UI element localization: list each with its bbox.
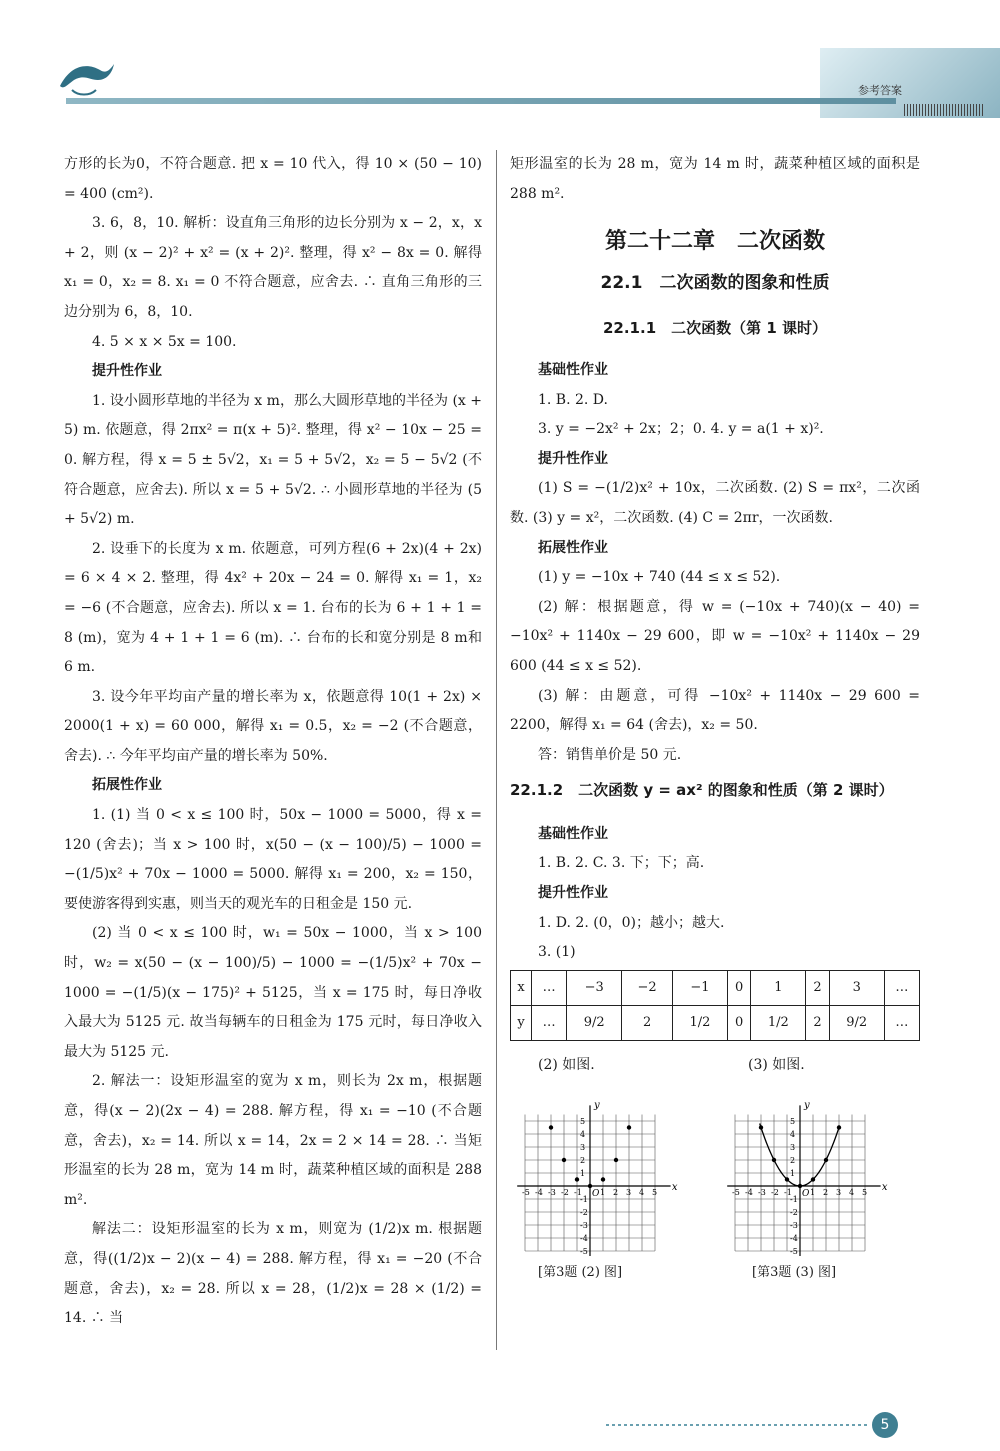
x-tick-label: 5 xyxy=(652,1188,658,1198)
x-tick-label: -5 xyxy=(522,1188,530,1198)
answer-line: 1. B. 2. C. 3. 下；下；高. xyxy=(538,855,705,872)
table-cell: … xyxy=(884,1005,919,1040)
answer-line: 3. y = −2x² + 2x；2；0. 4. y = a(1 + x)². xyxy=(538,421,824,438)
table-cell: 1/2 xyxy=(751,1005,806,1040)
section-heading: 提升性作业 xyxy=(538,450,608,467)
lesson-title: 22.1.1 二次函数（第 1 课时） xyxy=(602,319,828,338)
y-tick-label: 5 xyxy=(580,1117,586,1127)
answer-line: 3. (1) xyxy=(538,944,576,961)
paragraph: 3. 6，8，10. 解析：设直角三角形的边长分别为 x − 2，x，x + 2，则 (x − 2)² + x² = (x + 2)². 整理，得 x² − 8x = 0. 解得 x₁ = 0，x₂ = 8. x₁ = 0 不符合题意，应舍去. ∴ 直角三角形的三边分别为 6，8，10. xyxy=(64,215,482,320)
data-point xyxy=(614,1158,618,1162)
answer-line: (1) y = −10x + 740 (44 ≤ x ≤ 52). xyxy=(538,569,781,586)
x-tick-label: 4 xyxy=(639,1188,645,1198)
graph-points xyxy=(510,1086,680,1256)
lesson-title: 22.1.2 二次函数 y = ax² 的图象和性质（第 2 课时） xyxy=(510,781,894,800)
data-point xyxy=(759,1126,763,1130)
table-cell: 1 xyxy=(751,970,806,1005)
y-tick-label: -2 xyxy=(790,1208,798,1218)
header-rule xyxy=(66,98,896,104)
paragraph: 2. 解法一：设矩形温室的宽为 x m，则长为 2x m，根据题意，得(x − 2)(2x − 4) = 288. 解方程，得 x₁ = −10 (不合题意，舍去)，x₂ = 14. 所以 x = 14，2x = 2 × 14 = 28. ∴ 当矩形温室的长为 28 m，宽为 14 m 时，蔬菜种植区域的面积是 288 m². xyxy=(64,1073,482,1208)
y-tick-label: -3 xyxy=(790,1221,798,1231)
data-point xyxy=(627,1126,631,1130)
table-cell: 2 xyxy=(806,970,829,1005)
x-tick-label: -5 xyxy=(732,1188,740,1198)
figure-label: (3) 如图. xyxy=(748,1056,805,1073)
y-axis-label: y xyxy=(594,1100,600,1112)
section-heading: 基础性作业 xyxy=(538,825,608,842)
section-heading: 提升性作业 xyxy=(538,885,608,902)
paragraph: 解法二：设矩形温室的长为 x m，则宽为 (1/2)x m. 根据题意，得((1/2)x − 2)(x − 4) = 288. 解方程，得 x₁ = −20 (不合题意，舍去)，x₂ = 28. 所以 x = 28，(1/2)x = 28 × (1/2) = 14. ∴ 当 xyxy=(64,1221,482,1327)
y-tick-label: 2 xyxy=(580,1156,586,1166)
section-heading: 提升性作业 xyxy=(92,363,162,380)
x-tick-label: -2 xyxy=(561,1188,569,1198)
header-barcode xyxy=(904,104,984,116)
answer-line: (3) 解：由题意，可得 −10x² + 1140x − 29 600 = 2200，解得 x₁ = 64 (舍去)，x₂ = 50. xyxy=(510,687,920,734)
y-tick-label: 5 xyxy=(790,1117,796,1127)
y-tick-label: -5 xyxy=(580,1247,588,1257)
section-heading: 拓展性作业 xyxy=(538,539,608,556)
header-title: 参考答案 xyxy=(858,84,902,97)
paragraph: 4. 5 × x × 5x = 100. xyxy=(92,333,237,350)
paragraph: 矩形温室的长为 28 m，宽为 14 m 时，蔬菜种植区域的面积是 288 m². xyxy=(510,156,920,202)
x-tick-label: -1 xyxy=(574,1188,582,1198)
table-cell: −2 xyxy=(622,970,673,1005)
y-tick-label: -4 xyxy=(790,1234,798,1244)
table-cell: 2 xyxy=(806,1005,829,1040)
y-tick-label: 3 xyxy=(580,1143,586,1153)
right-column xyxy=(510,150,920,1280)
y-tick-label: 2 xyxy=(790,1156,796,1166)
data-point xyxy=(772,1158,776,1162)
table-cell: 0 xyxy=(728,970,751,1005)
y-axis-label: y xyxy=(804,1100,810,1112)
paragraph: 2. 设垂下的长度为 x m. 依题意，可列方程(6 + 2x)(4 + 2x) = 6 × 4 × 2. 整理，得 4x² + 20x − 24 = 0. 解得 x₁ = 1，x₂ = −6 (不合题意，应舍去). 所以 x = 1. 台布的长为 6 + 1 + 1 = 8 (m)，宽为 4 + 1 + 1 = 6 (m). ∴ 台布的长和宽分别是 8 m和 6 m. xyxy=(64,540,482,676)
y-tick-label: -3 xyxy=(580,1221,588,1231)
table-cell: x xyxy=(511,970,532,1005)
left-column xyxy=(64,150,482,1334)
data-point xyxy=(575,1178,579,1182)
data-point xyxy=(549,1126,553,1130)
x-axis-label: x xyxy=(671,1182,678,1194)
y-tick-label: 4 xyxy=(580,1130,586,1140)
origin-label: O xyxy=(802,1189,810,1200)
table-cell: … xyxy=(532,970,567,1005)
table-cell: … xyxy=(532,1005,567,1040)
data-point xyxy=(798,1184,802,1188)
y-tick-label: 4 xyxy=(790,1130,796,1140)
table-cell: … xyxy=(884,970,919,1005)
graphs xyxy=(510,1080,920,1280)
footer-dots xyxy=(606,1424,868,1426)
chapter-title: 第二十二章 二次函数 xyxy=(604,229,825,255)
x-tick-label: 5 xyxy=(862,1188,868,1198)
section-heading: 基础性作业 xyxy=(538,361,608,378)
data-point xyxy=(811,1178,815,1182)
column-divider xyxy=(496,150,497,1350)
table-cell: 2 xyxy=(622,1005,673,1040)
table-cell: −3 xyxy=(567,970,622,1005)
answer-line: 1. D. 2. (0，0)；越小；越大. xyxy=(538,914,725,931)
x-tick-label: -2 xyxy=(771,1188,779,1198)
graph-parabola xyxy=(720,1086,890,1256)
y-tick-label: -2 xyxy=(580,1208,588,1218)
answer-line: (2) 解：根据题意，得 w = (−10x + 740)(x − 40) = −10x² + 1140x − 29 600，即 w = −10x² + 1140x − 29 600 (44 ≤ x ≤ 52). xyxy=(510,598,920,674)
table-cell: 9/2 xyxy=(567,1005,622,1040)
answer-line: 答：销售单价是 50 元. xyxy=(538,746,682,763)
x-tick-label: -3 xyxy=(548,1188,556,1198)
x-tick-label: 2 xyxy=(613,1188,619,1198)
paragraph: (2) 当 0 < x ≤ 100 时，w₁ = 50x − 1000，当 x > 100 时，w₂ = x(50 − (x − 100)/5) − 1000 = −(1/5)x² + 70x − 1000 = −(1/5)(x − 175)² + 5125，当 x = 175 时，每日净收入最大为 5125 元. 故当每辆车的日租金为 175 元时，每日净收入最大为 5125 元. xyxy=(64,925,482,1060)
x-tick-label: 3 xyxy=(836,1188,842,1198)
x-tick-label: 1 xyxy=(600,1188,606,1198)
x-tick-label: 3 xyxy=(626,1188,632,1198)
table-cell: y xyxy=(511,1005,532,1040)
data-point xyxy=(837,1126,841,1130)
y-tick-label: -1 xyxy=(580,1195,588,1205)
answer-line: (1) S = −(1/2)x² + 10x，二次函数. (2) S = πx²，二次函数. (3) y = x²，二次函数. (4) C = 2πr，一次函数. xyxy=(510,480,920,526)
section-heading: 拓展性作业 xyxy=(92,777,162,794)
y-tick-label: -5 xyxy=(790,1247,798,1257)
x-tick-label: -4 xyxy=(745,1188,753,1198)
x-tick-label: -4 xyxy=(535,1188,543,1198)
data-point xyxy=(588,1184,592,1188)
data-point xyxy=(824,1158,828,1162)
paragraph: 方形的长为0，不符合题意. 把 x = 10 代入，得 10 × (50 − 10) = 400 (cm²). xyxy=(64,156,482,202)
table-cell: 3 xyxy=(829,970,884,1005)
x-tick-label: -1 xyxy=(784,1188,792,1198)
table-cell: 1/2 xyxy=(672,1005,727,1040)
table-cell: 9/2 xyxy=(829,1005,884,1040)
parabola-curve xyxy=(760,1124,839,1187)
x-tick-label: -3 xyxy=(758,1188,766,1198)
data-point xyxy=(562,1158,566,1162)
data-point xyxy=(601,1178,605,1182)
y-tick-label: 3 xyxy=(790,1143,796,1153)
section-title: 22.1 二次函数的图象和性质 xyxy=(600,272,830,293)
paragraph: 3. 设今年平均亩产量的增长率为 x，依题意得 10(1 + 2x) × 2000(1 + x) = 60 000，解得 x₁ = 0.5，x₂ = −2 (不合题意，舍去). ∴ 今年平均亩产量的增长率为 50%. xyxy=(64,688,482,764)
table-row-y xyxy=(511,1005,920,1040)
paragraph: 1. (1) 当 0 < x ≤ 100 时，50x − 1000 = 5000，得 x = 120 (舍去)；当 x > 100 时，x(50 − (x − 100)/5) − 1000 = −(1/5)x² + 70x − 1000 = 5000. 解得 x₁ = 200，x₂ = 150，要使游客得到实惠，则当天的观光车的日租金是 150 元. xyxy=(64,807,482,912)
figure-labels xyxy=(510,1051,920,1081)
y-tick-label: -4 xyxy=(580,1234,588,1244)
y-tick-label: -1 xyxy=(790,1195,798,1205)
table-cell: 0 xyxy=(728,1005,751,1040)
x-axis-label: x xyxy=(881,1182,888,1194)
origin-label: O xyxy=(592,1189,600,1200)
x-tick-label: 1 xyxy=(810,1188,816,1198)
y-tick-label: 1 xyxy=(580,1169,586,1179)
figure-caption: [第3题 (2) 图] xyxy=(538,1265,623,1281)
value-table xyxy=(510,970,920,1041)
page-number: 5 xyxy=(872,1412,898,1438)
y-tick-label: 1 xyxy=(790,1169,796,1179)
data-point xyxy=(785,1178,789,1182)
paragraph: 1. 设小圆形草地的半径为 x m，那么大圆形草地的半径为 (x + 5) m. 依题意，得 2πx² = π(x + 5)². 整理，得 x² − 10x − 25 = 0. 解方程，得 x = 5 ± 5√2，x₁ = 5 + 5√2，x₂ = 5 − 5√2 (不符合题意，应舍去). 所以 x = 5 + 5√2. ∴ 小圆形草地的半径为 (5 + 5√2) m. xyxy=(64,392,482,528)
table-row-x xyxy=(511,970,920,1005)
x-tick-label: 2 xyxy=(823,1188,829,1198)
figure-label: (2) 如图. xyxy=(538,1056,595,1073)
answer-line: 1. B. 2. D. xyxy=(538,391,608,408)
dolphin-logo-icon xyxy=(56,56,116,100)
x-tick-label: 4 xyxy=(849,1188,855,1198)
figure-caption: [第3题 (3) 图] xyxy=(752,1265,837,1281)
table-cell: −1 xyxy=(672,970,727,1005)
